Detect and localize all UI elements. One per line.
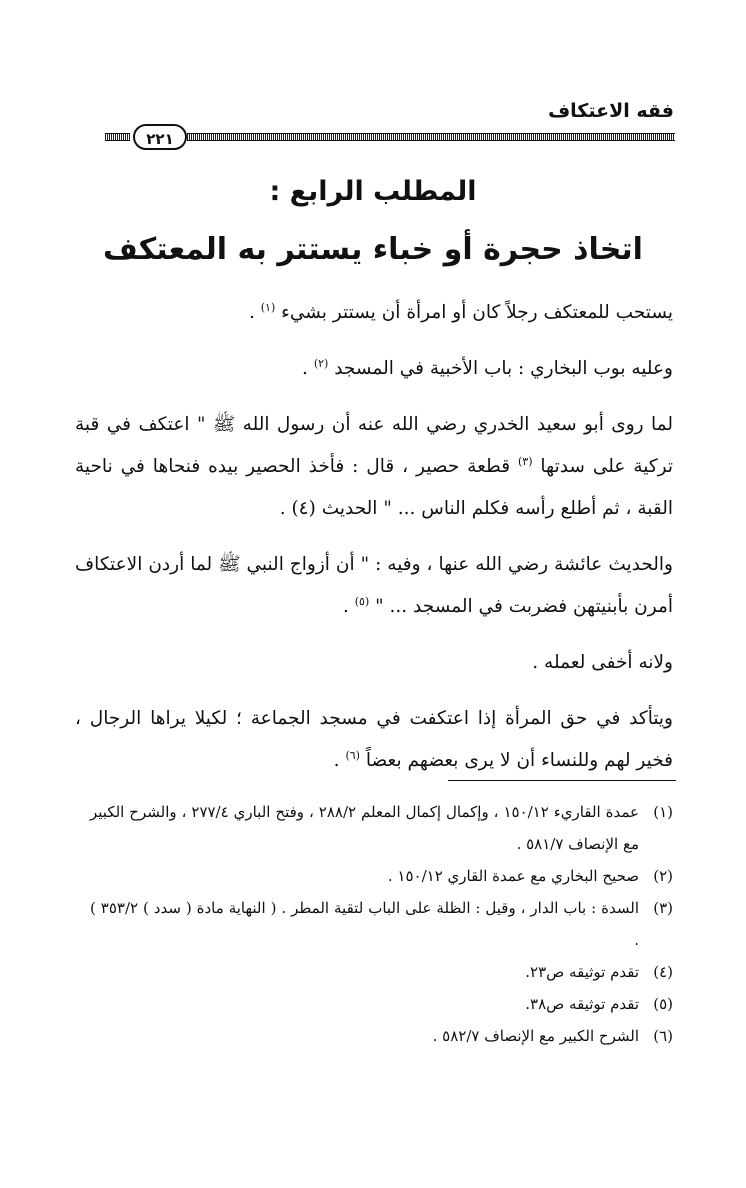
footnote-text: السدة : باب الدار ، وقيل : الظلة على الباب لتقية المطر . ( النهاية مادة ( سدد ) ٣٥٣/٢ ) . xyxy=(90,899,640,949)
section-label: المطلب الرابع : xyxy=(269,176,477,207)
paragraph xyxy=(75,544,673,628)
footnote-ref: (٥) xyxy=(354,594,370,608)
footnote xyxy=(90,892,673,956)
paragraph-text: وعليه بوب البخاري : باب الأخبية في المسجد xyxy=(334,358,673,379)
footnote-text: عمدة القاريء ١٥٠/١٢ ، وإكمال إكمال المعلم ٢٨٨/٢ ، وفتح الباري ٢٧٧/٤ ، والشرح الكبير مع الإنصاف ٥٨١/٧ . xyxy=(90,803,640,853)
body-text xyxy=(75,292,673,796)
paragraph xyxy=(75,292,673,334)
footnote-number: (٣) xyxy=(653,899,673,917)
paragraph xyxy=(75,698,673,782)
paragraph xyxy=(75,404,673,530)
footnote-text: صحيح البخاري مع عمدة القاري ١٥٠/١٢ . xyxy=(387,867,639,885)
paragraph-tail: . xyxy=(342,596,355,617)
footnote-number: (٢) xyxy=(653,867,673,885)
footnote xyxy=(90,956,673,988)
footnote-text: تقدم توثيقه ص٢٣. xyxy=(525,963,639,981)
paragraph xyxy=(75,348,673,390)
header-rule-line xyxy=(187,133,675,141)
paragraph-text: ولانه أخفى لعمله . xyxy=(532,652,673,673)
footnote xyxy=(90,860,673,892)
page-number: ٢٢١ xyxy=(133,124,187,150)
footnote-text: الشرح الكبير مع الإنصاف ٥٨٢/٧ . xyxy=(432,1027,639,1045)
footnotes xyxy=(90,796,673,1052)
section-title: اتخاذ حجرة أو خباء يستتر به المعتكف xyxy=(103,232,643,267)
header-rule xyxy=(105,128,675,148)
paragraph-text: يستحب للمعتكف رجلاً كان أو امرأة أن يستتر بشيء xyxy=(281,302,673,323)
paragraph-text: ويتأكد في حق المرأة إذا اعتكفت في مسجد الجماعة ؛ لكيلا يراها الرجال ، فخير لهم وللنساء أن لا يرى بعضهم بعضاً xyxy=(75,708,673,771)
footnote-number: (٤) xyxy=(653,963,673,981)
paragraph-text: والحديث عائشة رضي الله عنها ، وفيه : " أن أزواج النبي ﷺ لما أردن الاعتكاف أمرن بأبنيتهن فضربت في المسجد ... " xyxy=(75,554,673,617)
footnote-number: (١) xyxy=(653,803,673,821)
footnote-ref: (٢) xyxy=(313,356,329,370)
footnote xyxy=(90,796,673,860)
header-rule-left-stub xyxy=(105,133,130,141)
footnote-ref: (٣) xyxy=(517,454,533,468)
footnote-separator xyxy=(448,780,676,781)
paragraph-tail: . xyxy=(333,750,346,771)
footnote xyxy=(90,1020,673,1052)
running-head-title: فقه الاعتكاف xyxy=(548,100,674,122)
footnote-number: (٥) xyxy=(653,995,673,1013)
footnote-ref: (٦) xyxy=(345,748,360,762)
paragraph-tail: . xyxy=(302,358,314,379)
footnote-ref: (١) xyxy=(260,300,276,314)
footnote xyxy=(90,988,673,1020)
paragraph xyxy=(75,642,673,684)
paragraph-tail: . xyxy=(248,302,261,323)
paragraph-text: لما روى أبو سعيد الخدري رضي الله عنه أن رسول الله ﷺ " اعتكف في قبة تركية على سدتها xyxy=(75,414,673,477)
paragraph-tail: قطعة حصير ، قال : فأخذ الحصير بيده فنحاها في ناحية القبة ، ثم أطلع رأسه فكلم الناس ... " الحديث (٤) . xyxy=(75,456,673,519)
footnote-number: (٦) xyxy=(653,1027,673,1045)
footnote-text: تقدم توثيقه ص٣٨. xyxy=(525,995,639,1013)
